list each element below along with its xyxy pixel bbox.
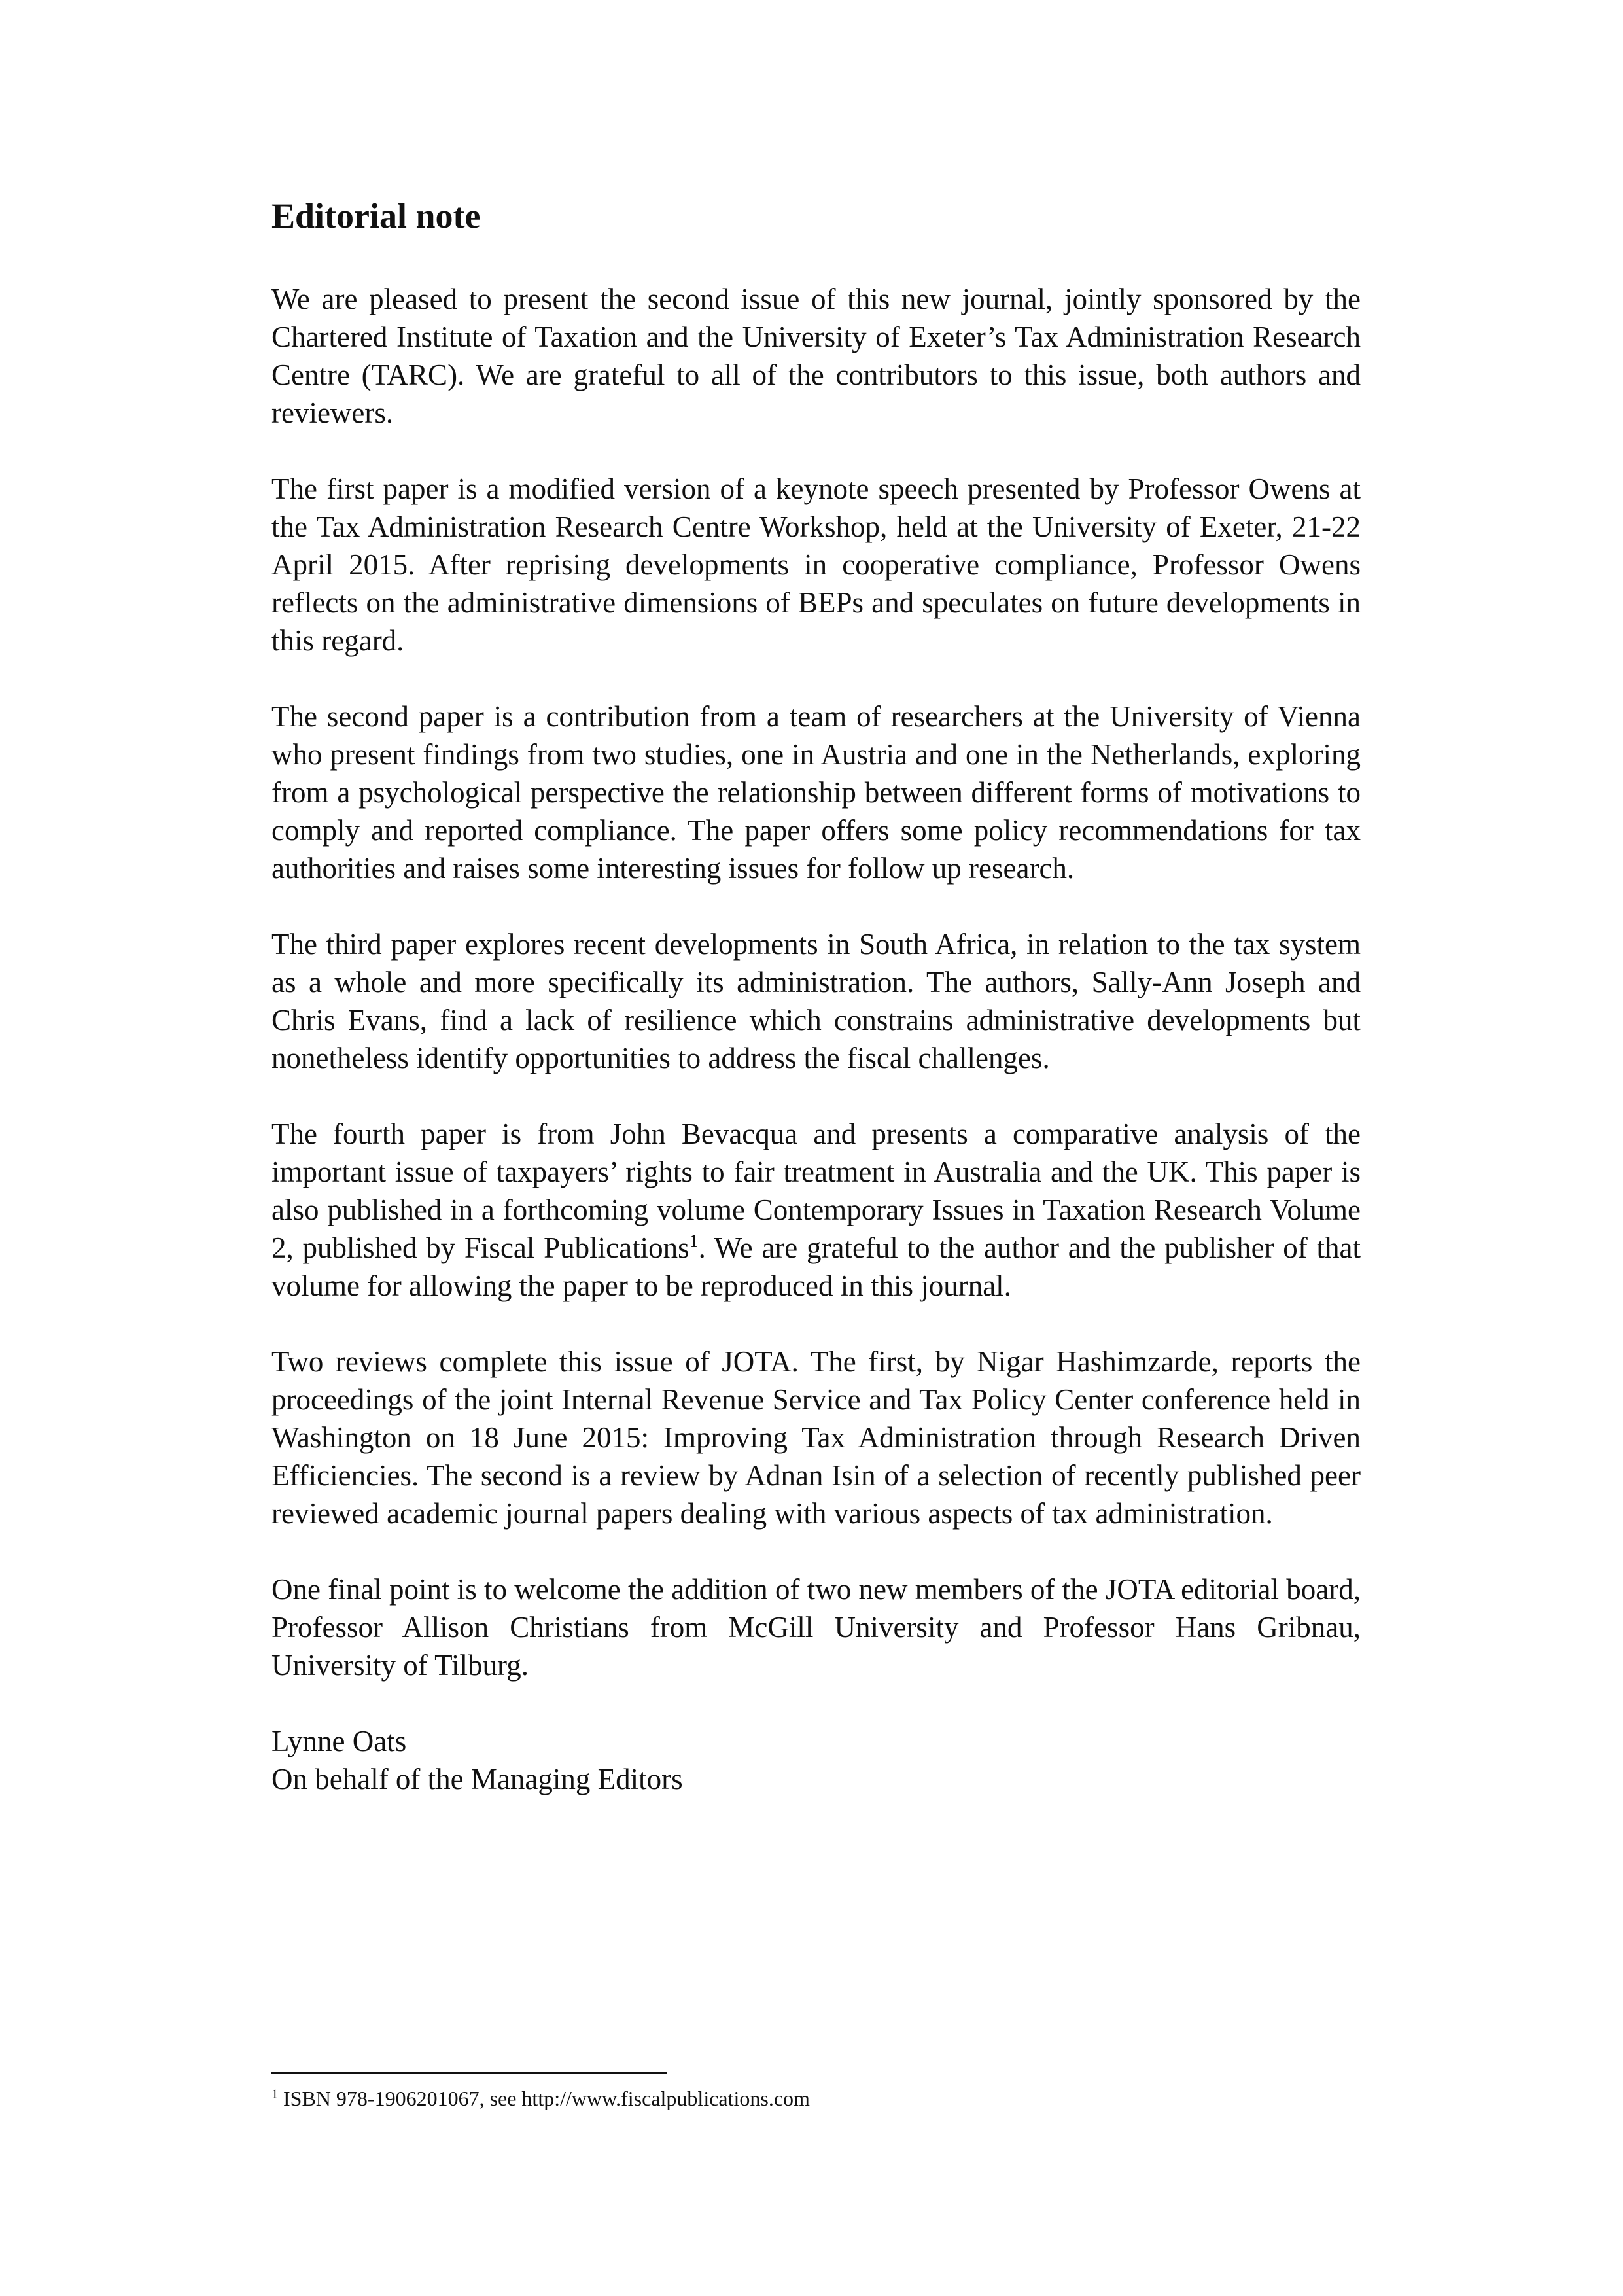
signature-name: Lynne Oats [271,1725,407,1757]
document-page [271,190,1361,1798]
paragraph-fourth-paper [271,1115,1361,1305]
paragraph-second-paper: The second paper is a contribution from a team of researchers at the University of Vienna who present findings from two studies, one in Austria and one in the Netherlands, exploring from a psychological perspective the relationship between different forms of motivations to comply and reported compliance. The paper offers some policy recommendations for tax authorities and raises some interesting issues for follow up research. [271,700,1361,885]
paragraph-fourth-paper-text-a: The fourth paper is from John Bevacqua and presents a comparative analysis of the important issue of taxpayers’ rights to fair treatment in Australia and the UK. This paper is also published in a forthcoming volume Contemporary Issues in Taxation Research Volume 2, published by Fiscal Publications [271,1118,1361,1264]
footnote-marker: 1 [271,2087,278,2102]
footnote-divider [271,2072,667,2074]
paragraph-first-paper: The first paper is a modified version of a keynote speech presented by Professor Owens at the Tax Administration Research Centre Workshop, held at the University of Exeter, 21-22 April 2015. After reprising developments in cooperative compliance, Professor Owens reflects on the administrative dimensions of BEPs and speculates on future developments in this regard. [271,472,1361,657]
footnote-reference: 1 [689,1231,699,1252]
footnote-text: ISBN 978-1906201067, see http://www.fiscalpublications.com [283,2087,810,2110]
paragraph-third-paper: The third paper explores recent developments in South Africa, in relation to the tax system as a whole and more specifically its administration. The authors, Sally-Ann Joseph and Chris Evans, find a lack of resilience which constrains administrative developments but nonetheless identify opportunities to address the fiscal challenges. [271,928,1361,1074]
paragraph-fourth-paper-text-b: . We are grateful to the author and the publisher of that volume for allowing the paper to be reproduced in this journal. [271,1231,1361,1302]
page-title: Editorial note [271,196,481,236]
paragraph-final-point: One final point is to welcome the addition of two new members of the JOTA editorial board, Professor Allison Christians from McGill University and Professor Hans Gribnau, University of Tilburg. [271,1573,1361,1682]
footnote [271,2084,810,2113]
paragraph-intro: We are pleased to present the second issue of this new journal, jointly sponsored by the Chartered Institute of Taxation and the University of Exeter’s Tax Administration Research Centre (TARC). We are grateful to all of the contributors to this issue, both authors and reviewers. [271,283,1361,429]
paragraph-reviews: Two reviews complete this issue of JOTA. The first, by Nigar Hashimzarde, reports the proceedings of the joint Internal Revenue Service and Tax Policy Center conference held in Washington on 18 June 2015: Improving Tax Administration through Research Driven Efficiencies. The second is a review by Adnan Isin of a selection of recently published peer reviewed academic journal papers dealing with various aspects of tax administration. [271,1345,1361,1530]
signature-block [271,1722,1361,1798]
signature-role: On behalf of the Managing Editors [271,1763,683,1795]
